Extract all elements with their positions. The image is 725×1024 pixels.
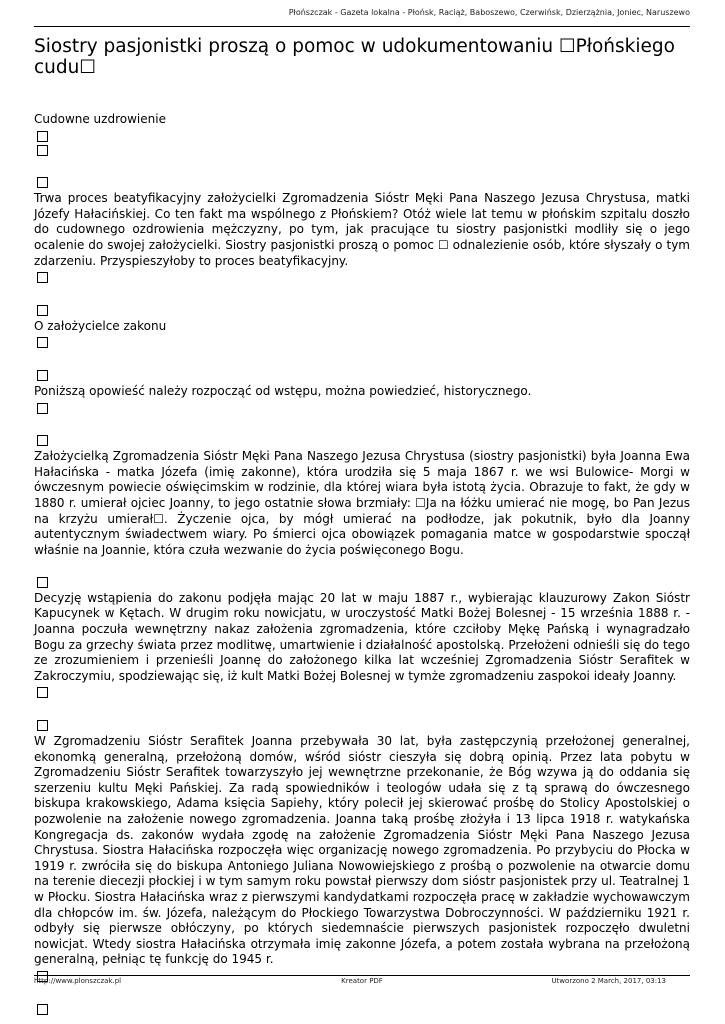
paragraph-historical-intro: Poniższą opowieść należy rozpocząć od wstępu, można powiedzieć, historycznego. bbox=[34, 383, 532, 398]
running-header: Płońszczak - Gazeta lokalna - Płońsk, Raciąż, Baboszewo, Czerwińsk, Dzierzążnia, Joniec, Naruszewo bbox=[288, 8, 690, 17]
missing-glyph-box bbox=[37, 145, 48, 156]
footer-generator: Kreator PDF bbox=[341, 977, 383, 985]
footer-divider bbox=[34, 975, 690, 976]
missing-glyph-box bbox=[37, 687, 48, 698]
missing-glyph-box bbox=[37, 337, 48, 348]
section-heading-o-zalozycielce: O założycielce zakonu bbox=[34, 318, 167, 333]
paragraph-serafitki-years: W Zgromadzeniu Sióstr Serafitek Joanna przebywała 30 lat, była zastępczynią przełożonej generalnej, ekonomką generalną, przełożoną domów, wśród sióstr cieszyła się dobrą opinią. Przez lata pobytu w Zgromadzeniu Sióstr Serafitek towarzyszyło jej wewnętrzne przekonanie, że Bóg wzywa ją do oddania się szerzeniu kultu Męki Pańskiej. Za radą spowiedników i teologów udała się z tą sprawą do ówczesnego biskupa krakowskiego, Adama księcia Sapiehy, który polecił jej skierować prośbę do Stolicy Apostolskiej o pozwolenie na założenie nowego zgromadzenia. Joanna taką prośbę złożyła i 13 lipca 1918 r. watykańska Kongregacja ds. zakonów wydała zgodę na założenie Zgromadzenia Sióstr Męki Pana Naszego Jezusa Chrystusa. Siostra Hałacińska rozpoczęła więc organizację nowego zgromadzenia. Po przybyciu do Płocka w 1919 r. zwróciła się do biskupa Antoniego Juliana Nowowiejskiego z prośbą o pozwolenie na otwarcie domu na terenie diecezji płockiej i w tym samym roku powstał pierwszy dom sióstr pasjonistek przy ul. Teatralnej 1 w Płocku. Siostra Hałacińska wraz z pierwszymi kandydatkami rozpoczęła pracę w zakładzie wychowawczym dla chłopców im. św. Józefa, należącym do Płockiego Towarzystwa Dobroczynności. W październiku 1921 r. odbyły się pierwsze obłóczyny, po których siedemnaście pierwszych pasjonistek rozpoczęło dwuletni nowicjat. Wtedy siostra Hałacińska otrzymała imię zakonne Józefa, a potem została wybrana na przełożoną generalną, pełniąc tę funkcję do 1945 r. bbox=[34, 734, 690, 967]
missing-glyph-box bbox=[37, 272, 48, 283]
missing-glyph-box bbox=[37, 403, 48, 414]
paragraph-founder-origins: Założycielką Zgromadzenia Sióstr Męki Pana Naszego Jezusa Chrystusa (siostry pasjonistki) była Joanna Ewa Hałacińska - matka Józefa (imię zakonne), która urodziła się 5 maja 1867 r. we wsi Bulowice- Morgi w ówczesnym powiecie oświęcimskim w rodzinie, dla której wiara była istotą życia. Obrazuje to fakt, że gdy w 1880 r. umierał ojciec Joanny, to jego ostatnie słowa brzmiały: ☐Ja na łóżku umierać nie mogę, bo Pan Jezus na krzyżu umierał☐. Życzenie ojca, by mógł umierać na podłodze, jak pokutnik, było dla Joanny autentycznym świadectwem wiary. Po śmierci ojca obowiązek pomagania matce w gospodarstwie spoczął właśnie na Joannie, która czuła wezwanie do życia poświęconego Bogu. bbox=[34, 449, 690, 557]
missing-glyph-box bbox=[37, 720, 48, 731]
missing-glyph-box bbox=[37, 131, 48, 142]
header-divider bbox=[34, 26, 690, 27]
article-body bbox=[34, 112, 690, 1018]
footer-url-link[interactable]: http://www.plonszczak.pl bbox=[34, 977, 122, 985]
paragraph-entering-order: Decyzję wstąpienia do zakonu podjęła mając 20 lat w maju 1887 r., wybierając klauzurowy Zakon Sióstr Kapucynek w Kętach. W drugim roku nowicjatu, w uroczystość Matki Bożej Bolesnej - 15 września 1888 r. - Joanna poczuła wewnętrzny nakaz założenia zgromadzenia, które czciłoby Mękę Pańską i wynagradzało Bogu za grzechy świata przez modlitwę, umartwienie i działalność apostolską. Przełożeni odnieśli się do tego ze zrozumieniem i przenieśli Joannę do założonego kilka lat wcześniej Zgromadzenia Sióstr Serafitek w Zakroczymiu, spodziewając się, iż kult Matki Bożej Bolesnej w tymże zgromadzeniu zaspokoi ideały Joanny. bbox=[34, 590, 690, 683]
section-heading-cudowne-uzdrowienie: Cudowne uzdrowienie bbox=[34, 112, 166, 126]
article-title: Siostry pasjonistki proszą o pomoc w udokumentowaniu ☐Płońskiego cudu☐ bbox=[34, 36, 675, 78]
missing-glyph-box bbox=[37, 305, 48, 316]
missing-glyph-box bbox=[37, 435, 48, 446]
paragraph-intro: Trwa proces beatyfikacyjny założycielki Zgromadzenia Sióstr Męki Pana Naszego Jezusa Chrystusa, matki Józefy Hałacińskiej. Co ten fakt ma wspólnego z Płońskiem? Otóż wiele lat temu w płońskim szpitalu doszło do cudownego ozdrowienia mężczyzny, po tym, jak pracujące tu siostry pasjonistki modliły się o jego ocalenie do swojej założycielki. Siostry pasjonistki proszą o pomoc ☐ odnalezienie osób, które słyszały o tym zdarzeniu. Przyspieszyłoby to proces beatyfikacyjny. bbox=[34, 191, 690, 268]
missing-glyph-box bbox=[37, 370, 48, 381]
missing-glyph-box bbox=[37, 577, 48, 588]
footer-created-date: Utworzono 2 March, 2017, 03:13 bbox=[551, 977, 666, 985]
missing-glyph-box bbox=[37, 177, 48, 188]
missing-glyph-box bbox=[37, 1004, 48, 1015]
